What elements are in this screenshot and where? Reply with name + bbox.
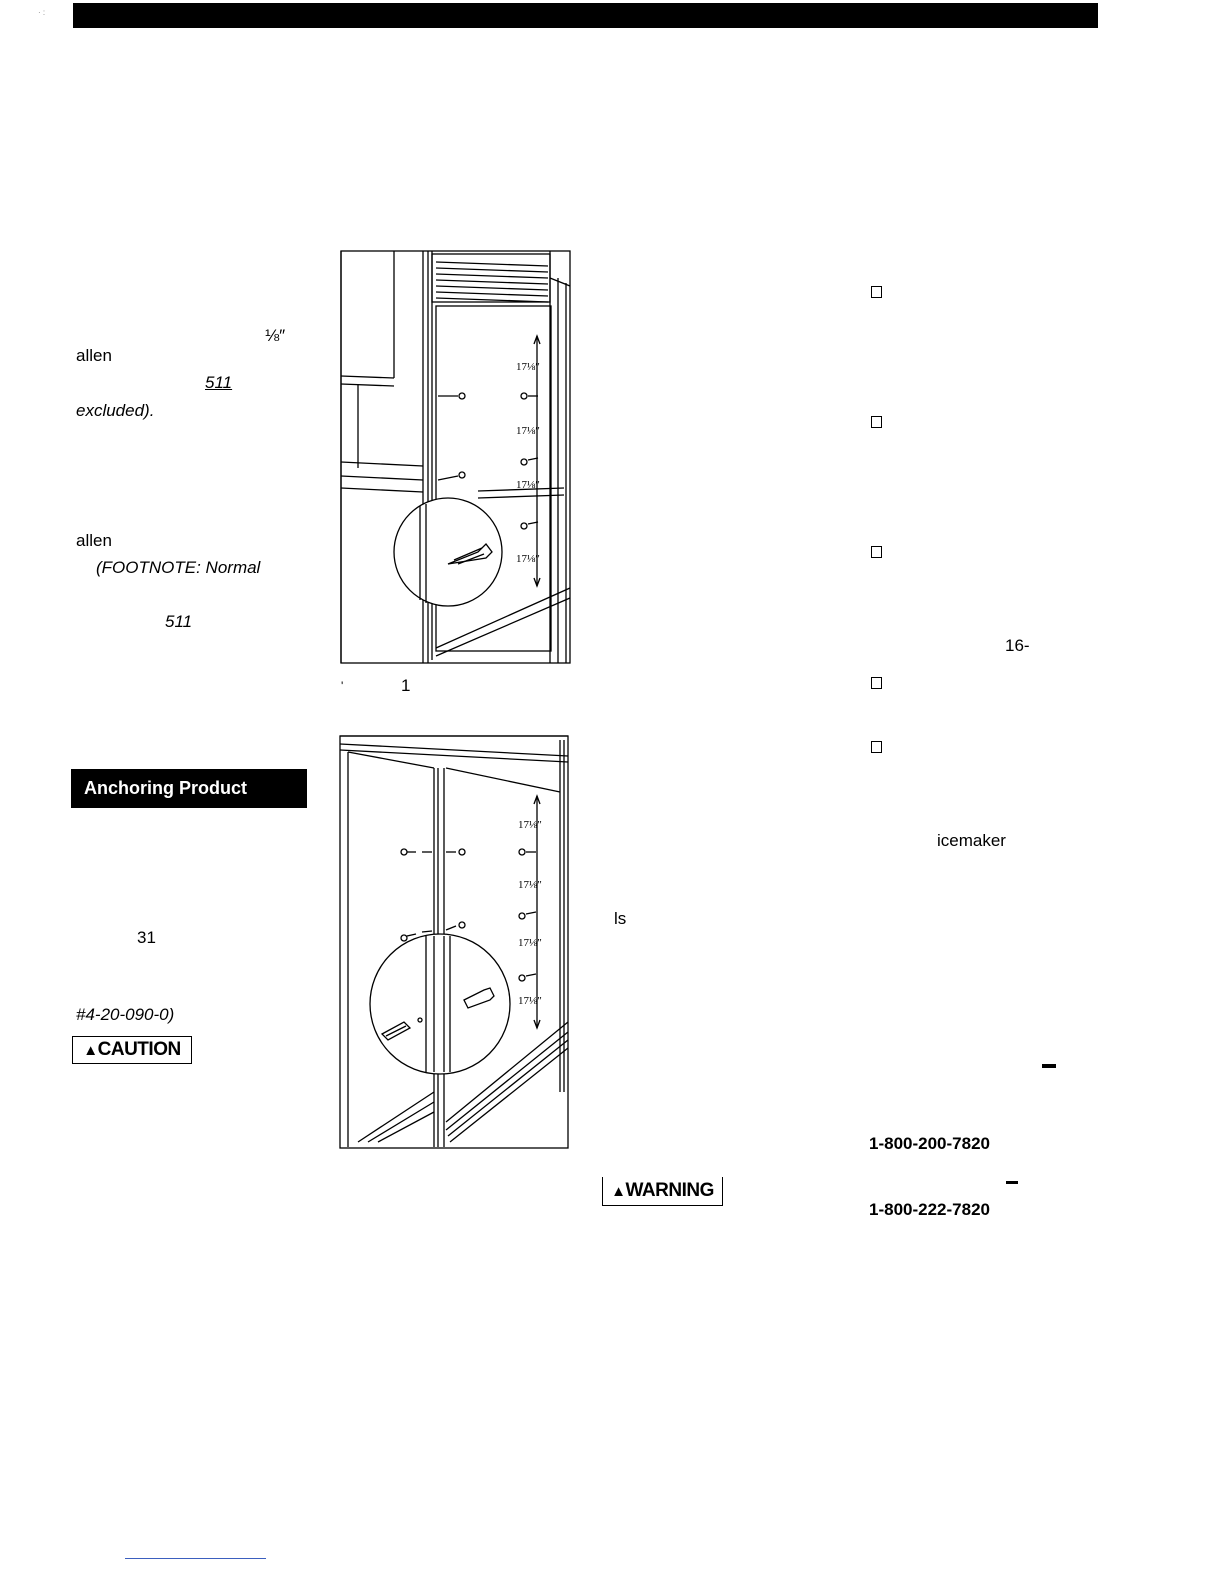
fig1-dim-1: 17⅛″	[516, 361, 540, 373]
top-black-bar	[73, 3, 1098, 28]
figure-1-drawing	[338, 248, 574, 668]
allen-text-1: allen	[76, 346, 112, 365]
model-number-2: 511	[165, 612, 193, 631]
checkbox-5[interactable]	[871, 741, 882, 753]
allen-text-2: allen	[76, 531, 112, 550]
caution-triangle-icon: ▲	[83, 1042, 98, 1059]
checkbox-2[interactable]	[871, 416, 882, 428]
fig2-dim-1: 17⅛″	[518, 819, 542, 831]
warning-label	[602, 1177, 723, 1206]
text-16: 16-	[1005, 636, 1030, 655]
footnote-text: (FOOTNOTE: Normal	[96, 558, 261, 577]
model-number-1: 511	[205, 373, 233, 392]
scan-specks: · :	[38, 8, 46, 17]
checkbox-3[interactable]	[871, 546, 882, 558]
section-heading-anchoring-product: Anchoring Product	[71, 769, 307, 808]
fraction-one-eighth: ⅛″	[265, 326, 286, 345]
fig1-dim-4: 17⅛″	[516, 553, 540, 565]
number-31: 31	[137, 928, 156, 947]
caution-label	[72, 1036, 192, 1064]
fig1-dim-2: 17⅛″	[516, 425, 540, 437]
figure-1-caption-mark: '	[341, 679, 344, 693]
footnote-rule	[125, 1558, 266, 1559]
part-number: #4-20-090-0)	[76, 1005, 175, 1024]
icemaker-text: icemaker	[937, 831, 1006, 850]
checkbox-4[interactable]	[871, 677, 882, 689]
fig1-dim-3: 17⅛″	[516, 479, 540, 491]
fig2-dim-3: 17⅛″	[518, 937, 542, 949]
dash-mark-1	[1042, 1064, 1056, 1068]
checkbox-1[interactable]	[871, 286, 882, 298]
fig2-dim-4: 17⅛″	[518, 995, 542, 1007]
excluded-text: excluded).	[76, 401, 155, 420]
warning-word: WARNING	[625, 1180, 714, 1201]
warning-triangle-icon: ▲	[611, 1183, 626, 1200]
ls-text: ls	[614, 909, 627, 928]
phone-number-2: 1-800-222-7820	[869, 1200, 990, 1219]
dash-mark-2	[1006, 1181, 1018, 1184]
phone-number-1: 1-800-200-7820	[869, 1134, 990, 1153]
fig2-dim-2: 17⅛″	[518, 879, 542, 891]
figure-1-caption-number: 1	[401, 676, 411, 695]
figure-2-drawing	[338, 732, 572, 1152]
caution-word: CAUTION	[97, 1039, 181, 1060]
